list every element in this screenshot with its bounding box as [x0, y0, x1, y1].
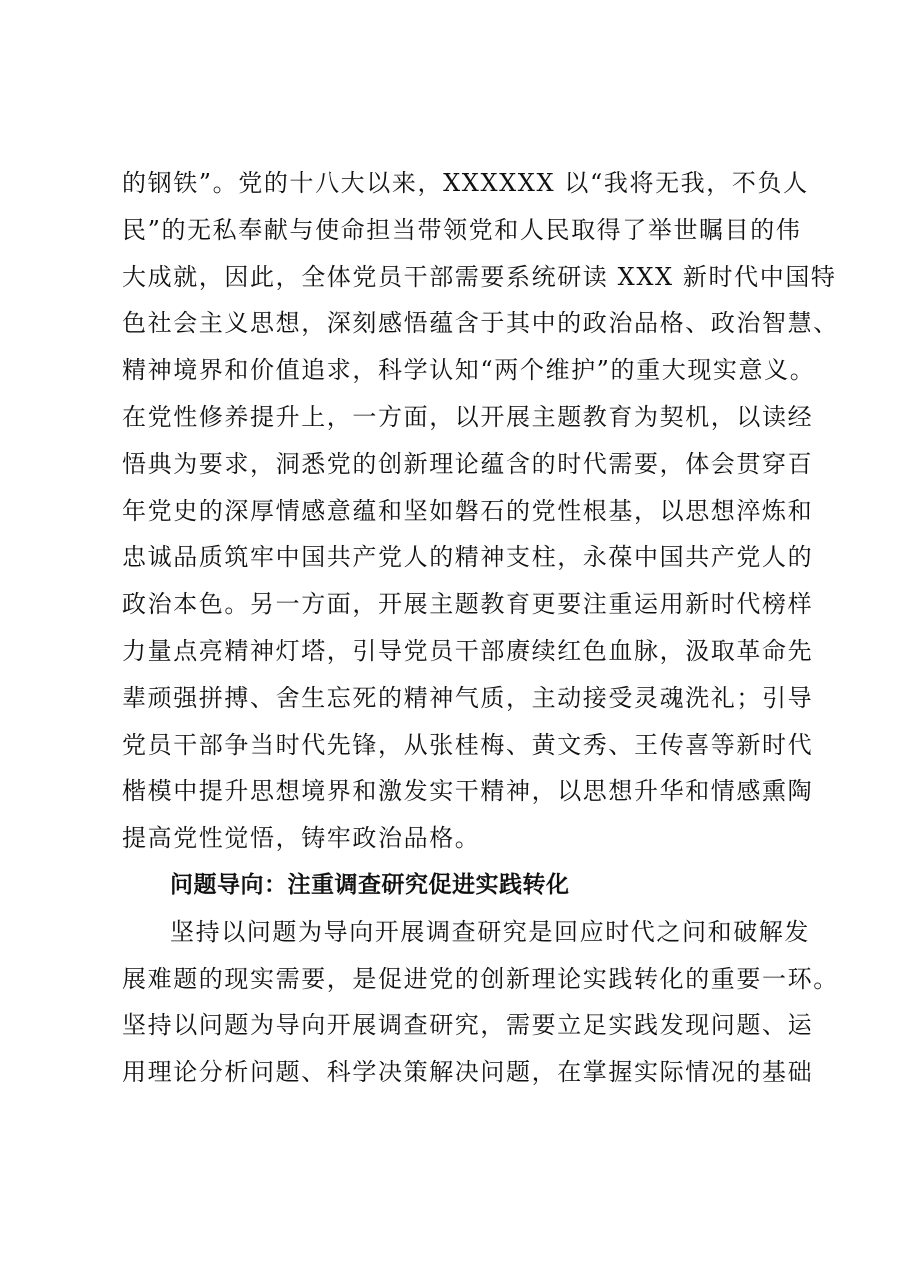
body-line: 大成就，因此，全体党员干部需要系统研读 XXX 新时代中国特: [122, 262, 837, 291]
body-line: 在党性修养提升上，一方面，以开展主题教育为契机，以读经: [122, 402, 814, 431]
body-line: 精神境界和价值追求，科学认知“两个维护”的重大现实意义。: [122, 356, 816, 385]
body-line: 力量点亮精神灯塔，引导党员干部赓续红色血脉，汲取革命先: [122, 636, 814, 665]
body-line: 悟典为要求，洞悉党的创新理论蕴含的时代需要，体会贯穿百: [122, 449, 814, 478]
body-line: 色社会主义思想，深刻感悟蕴含于其中的政治品格、政治智慧、: [122, 309, 839, 338]
body-line: 辈顽强拼搏、舍生忘死的精神气质，主动接受灵魂洗礼；引导: [122, 683, 814, 712]
body-line: 年党史的深厚情感意蕴和坚如磐石的党性根基，以思想淬炼和: [122, 496, 814, 525]
document-body: [122, 160, 839, 1096]
body-line: 忠诚品质筑牢中国共产党人的精神支柱，永葆中国共产党人的: [122, 543, 814, 572]
body-line: 提高党性觉悟，铸牢政治品格。: [122, 824, 481, 853]
body-line: 民”的无私奉献与使命担当带领党和人民取得了举世瞩目的伟: [122, 215, 802, 244]
section-heading: 问题导向：注重调查研究促进实践转化: [170, 871, 570, 898]
body-line: 楷模中提升思想境界和激发实干精神，以思想升华和情感熏陶: [122, 777, 814, 806]
body-line: 党员干部争当时代先锋，从张桂梅、黄文秀、王传喜等新时代: [122, 730, 814, 759]
body-line: 的钢铁”。党的十八大以来，XXXXXX 以“我将无我，不负人: [122, 169, 809, 197]
body-line: 政治本色。另一方面，开展主题教育更要注重运用新时代榜样: [122, 590, 814, 619]
body-line: 展难题的现实需要，是促进党的创新理论实践转化的重要一环。: [122, 964, 839, 993]
body-line: 用理论分析问题、科学决策解决问题，在掌握实际情况的基础: [122, 1058, 814, 1087]
body-line: 坚持以问题为导向开展调查研究，需要立足实践发现问题、运: [122, 1011, 814, 1040]
body-line: 坚持以问题为导向开展调查研究是回应时代之问和破解发: [170, 917, 810, 946]
